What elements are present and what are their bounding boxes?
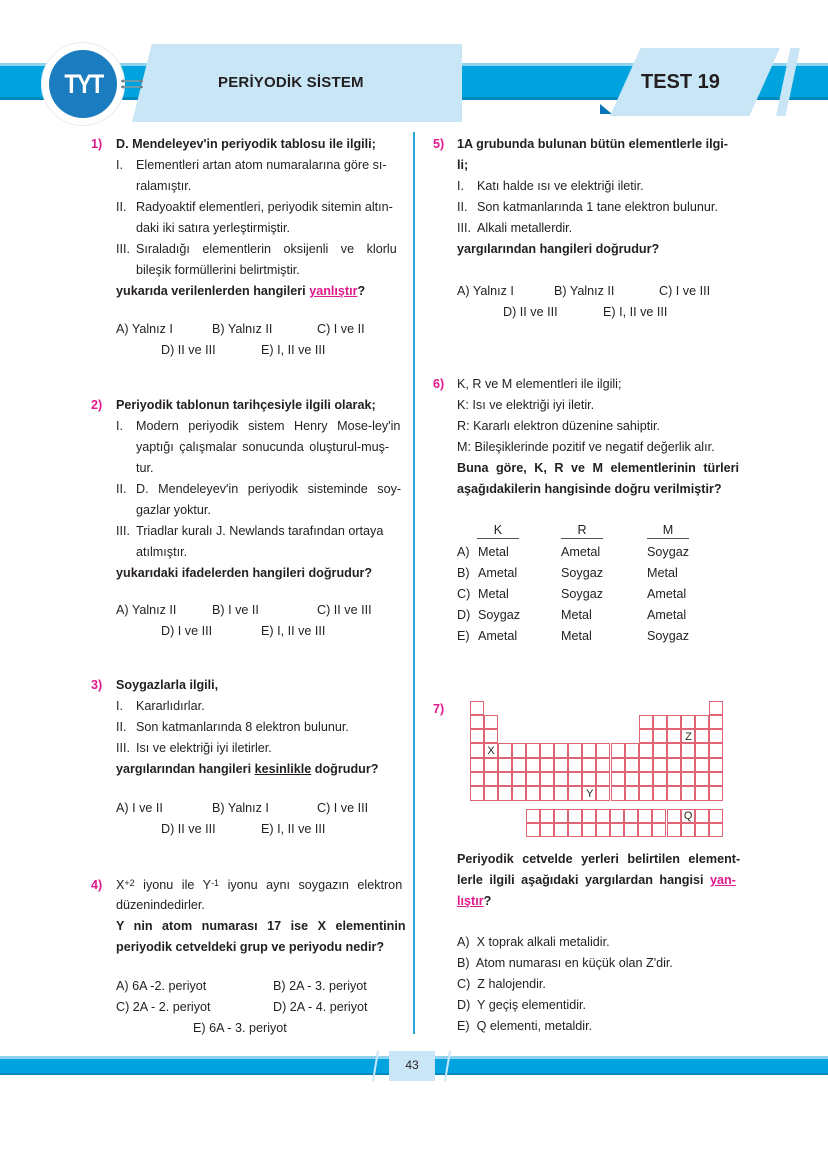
periodic-cell [526,772,540,786]
periodic-cell [568,772,582,786]
periodic-cell [596,772,610,786]
option-d[interactable]: D) [457,608,471,622]
periodic-cell [498,743,512,757]
emphasis-definitely: kesinlikle [254,762,312,776]
periodic-cell [554,772,568,786]
table-cell: Ametal [647,587,687,601]
periodic-cell [653,729,667,743]
periodic-cell [667,743,681,757]
periodic-cell [695,786,709,800]
emphasis-wrong: lıştır [457,894,484,908]
periodic-cell [695,729,709,743]
periodic-f-block-cell [709,809,723,823]
periodic-cell [653,758,667,772]
periodic-f-block-cell [610,809,624,823]
fact-r: R: Kararlı elektron düzenine sahiptir. [457,419,661,433]
periodic-f-block-cell [526,823,540,837]
question-number: 6) [433,377,445,391]
question-prompt: yukarıda verilenlerden hangileri yanlıştır? [116,284,366,298]
periodic-cell [540,786,554,800]
option-c[interactable]: C) I ve III [317,801,369,815]
periodic-cell [596,786,610,800]
element-label-y: Y [586,787,594,800]
periodic-cell [526,758,540,772]
option-b[interactable]: B) Yalnız II [212,322,273,336]
option-d[interactable]: D) Y geçiş elementidir. [457,998,587,1012]
statement-label: II. [116,200,127,214]
periodic-f-block-cell [624,823,638,837]
periodic-cell [653,715,667,729]
periodic-cell [512,772,526,786]
periodic-cell [709,786,723,800]
question-prompt: yargılarından hangileri doğrudur? [457,242,660,256]
binder-clip-icon [119,78,145,90]
periodic-cell [498,772,512,786]
option-b[interactable]: B) Yalnız II [554,284,615,298]
question-prompt: Y nin atom numarası 17 ise X elementinin [116,919,406,933]
statement-label: I. [116,158,123,172]
table-cell: Soygaz [647,629,690,643]
statement-text: tur. [136,461,154,475]
periodic-cell [470,743,484,757]
question-prompt: lıştır? [457,894,492,908]
periodic-cell [512,758,526,772]
periodic-cell [695,743,709,757]
option-d[interactable]: D) II ve III [161,822,216,836]
emphasis-wrong: yanlıştır [309,284,358,298]
statement-label: I. [457,179,464,193]
periodic-cell [681,715,695,729]
question-number: 7) [433,702,445,716]
periodic-cell [484,772,498,786]
option-d[interactable]: D) II ve III [503,305,558,319]
option-b[interactable]: B) 2A - 3. periyot [273,979,367,993]
option-c[interactable]: C) II ve III [317,603,372,617]
logo-text: TYT [63,68,103,99]
statement-text: Triadlar kuralı J. Newlands tarafından ortaya [136,524,384,538]
option-a[interactable]: A) I ve II [116,801,163,815]
periodic-cell [484,758,498,772]
periodic-cell [695,772,709,786]
question-stem: K, R ve M elementleri ile ilgili; [457,377,622,391]
option-c[interactable]: C) I ve III [659,284,711,298]
option-a[interactable]: A) Yalnız I [457,284,514,298]
question-stem: Periyodik tablonun tarihçesiyle ilgili olarak; [116,398,376,412]
question-number: 5) [433,137,445,151]
periodic-cell [639,786,653,800]
table-cell: Metal [647,566,678,580]
question-stem-line2: düzenindedirler. [116,898,205,912]
periodic-cell [470,758,484,772]
tyt-logo [49,50,117,118]
option-a[interactable]: A) Yalnız I [116,322,173,336]
periodic-cell [470,715,484,729]
periodic-cell [568,786,582,800]
periodic-f-block-cell [652,823,666,837]
periodic-cell [568,758,582,772]
statement-text: Kararlıdırlar. [136,699,205,713]
periodic-cell [639,758,653,772]
periodic-f-block-cell [709,823,723,837]
question-stem: 1A grubunda bulunan bütün elementlerle ilgi- [457,137,729,151]
periodic-cell [540,758,554,772]
option-a[interactable]: A) [457,545,470,559]
periodic-cell [512,743,526,757]
periodic-cell [526,786,540,800]
statement-text: D. Mendeleyev'in periyodik sisteminde soy- [136,482,402,496]
table-cell: Soygaz [647,545,690,559]
option-c[interactable]: C) 2A - 2. periyot [116,1000,211,1014]
fact-m: M: Bileşiklerinde pozitif ve negatif değerlik alır. [457,440,715,454]
column-header-k: K [477,523,519,539]
statement-label: II. [116,720,127,734]
periodic-cell [667,715,681,729]
periodic-cell [653,786,667,800]
periodic-cell [695,715,709,729]
statement-label: II. [116,482,127,496]
statement-label: III. [457,221,471,235]
periodic-f-block-cell [695,823,709,837]
periodic-cell [639,772,653,786]
periodic-cell [681,786,695,800]
option-c[interactable]: C) I ve II [317,322,365,336]
periodic-cell [582,758,596,772]
table-cell: Soygaz [561,587,604,601]
periodic-cell [639,729,653,743]
periodic-f-block-cell [526,809,540,823]
statement-text: bileşik formüllerini belirtmiştir. [136,263,300,277]
periodic-cell [639,743,653,757]
periodic-cell [498,758,512,772]
question-stem: D. Mendeleyev'in periyodik tablosu ile ilgili; [116,137,376,151]
column-header-r: R [561,523,603,539]
periodic-f-block-cell [554,823,568,837]
statement-label: III. [116,524,130,538]
question-prompt: Periyodik cetvelde yerleri belirtilen element- [457,852,741,866]
statement-text: Modern periyodik sistem Henry Mose-ley'in [136,419,401,433]
question-number: 1) [91,137,103,151]
periodic-cell [625,786,639,800]
option-e[interactable]: E) I, II ve III [603,305,668,319]
periodic-f-block-cell [596,809,610,823]
column-header-m: M [647,523,689,539]
question-stem: Soygazlarla ilgili, [116,678,219,692]
question-prompt: yukarıdaki ifadelerden hangileri doğrudur? [116,566,373,580]
periodic-cell [470,701,484,715]
periodic-cell [667,729,681,743]
option-b[interactable]: B) [457,566,470,580]
question-prompt: lerle ilgili aşağıdaki yargılardan hangisi yan- [457,873,736,887]
periodic-cell [484,786,498,800]
periodic-cell [709,772,723,786]
statement-text: ralamıştır. [136,179,192,193]
periodic-f-block-cell [568,809,582,823]
periodic-f-block-cell [652,809,666,823]
option-b[interactable]: B) Yalnız I [212,801,269,815]
periodic-cell [582,743,596,757]
option-c[interactable]: C) Z halojendir. [457,977,546,991]
element-label-q: Q [683,810,693,822]
statement-text: Alkali metallerdir. [477,221,573,235]
periodic-cell [681,772,695,786]
emphasis-wrong: yan- [709,873,736,887]
periodic-cell [540,743,554,757]
option-a[interactable]: A) Yalnız II [116,603,177,617]
periodic-cell [554,758,568,772]
statement-label: III. [116,741,130,755]
option-a[interactable]: A) X toprak alkali metalidir. [457,935,610,949]
table-cell: Metal [561,629,592,643]
table-cell: Metal [478,587,509,601]
periodic-cell [470,786,484,800]
table-cell: Soygaz [478,608,521,622]
question-number: 2) [91,398,103,412]
statement-text: Sıraladığı elementlerin oksijenli ve klorlu [136,242,397,256]
statement-text: Radyoaktif elementleri, periyodik sitemin altın- [136,200,393,214]
question-prompt: periyodik cetveldeki grup ve periyodu nedir? [116,940,385,954]
option-e[interactable]: E) 6A - 3. periyot [193,1021,287,1035]
table-cell: Ametal [647,608,687,622]
question-number: 3) [91,678,103,692]
periodic-f-block-cell [681,823,695,837]
statement-text: Elementleri artan atom numaralarına göre sı- [136,158,387,172]
statement-text: Son katmanlarında 1 tane elektron bulunur. [477,200,718,214]
periodic-f-block-cell [624,809,638,823]
question-number: 4) [91,878,103,892]
periodic-f-block-cell [582,809,596,823]
periodic-cell [709,701,723,715]
question-stem: li; [457,158,469,172]
periodic-cell [653,772,667,786]
option-c[interactable]: C) [457,587,471,601]
periodic-cell [512,786,526,800]
periodic-cell [582,772,596,786]
periodic-f-block-cell [582,823,596,837]
periodic-cell [667,786,681,800]
periodic-f-block-cell [695,809,709,823]
periodic-table-grid [470,701,724,841]
periodic-f-block-cell [540,823,554,837]
statement-label: I. [116,419,123,433]
periodic-cell [611,758,625,772]
periodic-f-block-cell [596,823,610,837]
statement-text: Katı halde ısı ve elektriği iletir. [477,179,644,193]
periodic-cell [625,743,639,757]
periodic-cell [709,715,723,729]
option-e[interactable]: E) I, II ve III [261,624,326,638]
option-b[interactable]: B) Atom numarası en küçük olan Z'dir. [457,956,673,970]
option-d[interactable]: D) I ve III [161,624,213,638]
periodic-cell [681,743,695,757]
table-cell: Ametal [478,566,518,580]
periodic-f-block-cell [667,809,681,823]
statement-text: gazlar yoktur. [136,503,211,517]
page-number: 43 [405,1058,419,1072]
periodic-cell [709,729,723,743]
periodic-cell [695,758,709,772]
statement-text: Son katmanlarında 8 elektron bulunur. [136,720,349,734]
periodic-f-block-cell [554,809,568,823]
periodic-cell [681,758,695,772]
statement-label: II. [457,200,468,214]
periodic-f-block-cell [540,809,554,823]
option-e[interactable]: E) I, II ve III [261,822,326,836]
question-stem: $X^{+2}$ iyonu ile $Y^{-1}$ iyonu aynı soygazın elektron [116,878,403,892]
periodic-f-block-cell [638,823,652,837]
periodic-cell [596,743,610,757]
table-cell: Soygaz [561,566,604,580]
periodic-f-block-cell [667,823,681,837]
table-cell: Metal [478,545,509,559]
table-cell: Ametal [561,545,601,559]
statement-text: daki iki satıra yerleştirmiştir. [136,221,290,235]
periodic-cell [709,743,723,757]
statement-text: Isı ve elektriği iyi iletirler. [136,741,272,755]
column-divider [413,132,415,1034]
periodic-cell [484,729,498,743]
periodic-cell [470,729,484,743]
element-label-z: Z [685,730,692,743]
periodic-cell [568,743,582,757]
periodic-cell [470,772,484,786]
element-label-x: X [487,744,495,757]
periodic-cell [625,772,639,786]
test-label: TEST 19 [641,71,720,93]
statement-label: I. [116,699,123,713]
decor-triangle [600,104,612,114]
table-cell: Ametal [478,629,518,643]
option-a[interactable]: A) 6A -2. periyot [116,979,207,993]
option-b[interactable]: B) I ve II [212,603,259,617]
periodic-cell [653,743,667,757]
question-prompt: aşağıdakilerin hangisinde doğru verilmiştir? [457,482,722,496]
periodic-cell [554,743,568,757]
option-d[interactable]: D) II ve III [161,343,216,357]
periodic-cell [611,786,625,800]
periodic-f-block-cell [638,809,652,823]
periodic-cell [554,786,568,800]
periodic-cell [484,715,498,729]
periodic-cell [526,743,540,757]
option-e[interactable]: E) I, II ve III [261,343,326,357]
statement-text: yaptığı çalışmalar sonucunda oluşturul-muş- [136,440,390,454]
periodic-f-block-cell [610,823,624,837]
option-e[interactable]: E) Q elementi, metaldir. [457,1019,593,1033]
fact-k: K: Isı ve elektriği iyi iletir. [457,398,595,412]
statement-text: atılmıştır. [136,545,188,559]
statement-label: III. [116,242,130,256]
periodic-cell [625,758,639,772]
periodic-cell [667,772,681,786]
periodic-cell [611,772,625,786]
table-cell: Metal [561,608,592,622]
periodic-f-block-cell [568,823,582,837]
periodic-cell [611,743,625,757]
periodic-cell [709,758,723,772]
periodic-cell [667,758,681,772]
periodic-cell [639,715,653,729]
question-prompt: yargılarından hangileri kesinlikle doğrudur? [116,762,379,776]
question-prompt: Buna göre, K, R ve M elementlerinin türleri [457,461,740,475]
periodic-cell [540,772,554,786]
section-title: PERİYODİK SİSTEM [218,74,364,91]
periodic-cell [498,786,512,800]
option-d[interactable]: D) 2A - 4. periyot [273,1000,368,1014]
option-e[interactable]: E) [457,629,470,643]
periodic-cell [596,758,610,772]
